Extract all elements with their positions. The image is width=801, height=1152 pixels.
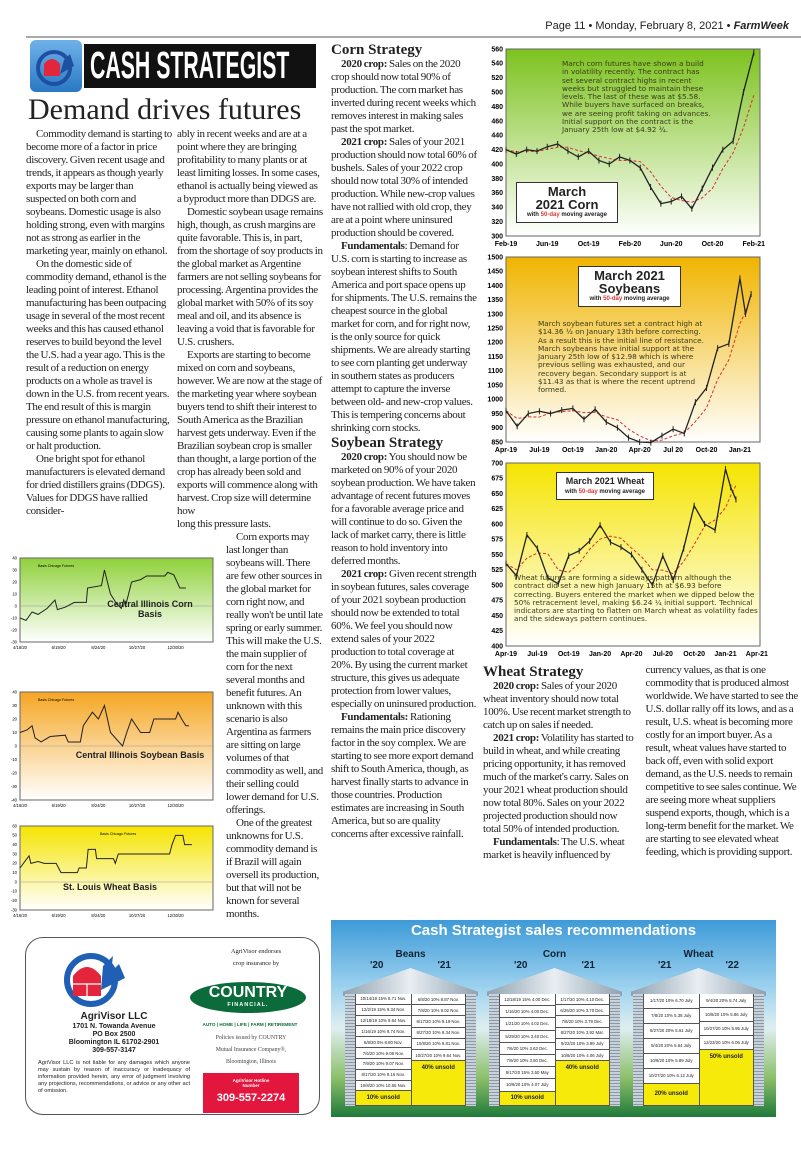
sale-entry: 12/2/19 15% 9.34 Nov. <box>356 1005 411 1016</box>
sale-entry: 7/6/20 10% 9.08 Nov. <box>356 1048 411 1059</box>
x-tick-label: Oct-19 <box>561 447 584 454</box>
chart-title-line: Central Illinois Corn <box>107 599 193 609</box>
chart-title-line: 2021 Corn <box>535 197 599 212</box>
agrivisor-ad <box>25 937 320 1115</box>
x-tick-label: 4/16/20 <box>13 645 27 651</box>
paragraph: Corn exports may last longer than soybeans will. There are few other sources in the global market for corn right now, and really won't be until late spring or early summer. This will make the U.S. the main supplier of corn for the next several months and benefit futures. An unknown with this scenario is also Argentina as farmers are sitting on large volumes of that commodity as well, and their selling could lower demand for U.S. offerings. <box>226 531 323 816</box>
y-tick-label: 550 <box>491 551 503 559</box>
sale-entry: 10/27/20 10% 9.64 Nov. <box>412 1050 466 1061</box>
section-title: Soybean Strategy <box>331 435 444 451</box>
chart-title-line: March 2021 <box>594 268 665 283</box>
y-tick-label: 380 <box>491 175 503 183</box>
chart-title-line: St. Louis Wheat Basis <box>62 882 158 892</box>
silo-beans <box>343 950 478 1115</box>
recommendations-title: Cash Strategist sales recommendations <box>410 922 697 939</box>
paragraph: Exports are starting to become mixed on corn and soybeans, however. We are now at the stage of the marketing year where soybean buyers tend to shift their interest to South America as the Brazilian harvest gets underway. Even if the Brazilian soybean crop is smaller than thought, a large portion of the crop has already been sold and exports will commence along with harvest. Crop size will determine how <box>177 349 322 517</box>
sale-entry: 5/29/20 10% 3.40 Dec. <box>500 1031 555 1043</box>
hotline-label: AgriVisor Hotline Number <box>232 1078 270 1088</box>
silo-wheat <box>631 950 766 1115</box>
sale-entry: 7/9/20 10% 9.07 Nov. <box>356 1059 411 1070</box>
y-tick-label: -30 <box>10 907 17 913</box>
paragraph-text: Sales of your 2020 wheat inventory should now total 100%. Use recent market strength to catch up on sales if needed. <box>483 680 631 731</box>
sale-entry: 1/17/20 10% 6.70 July <box>644 994 699 1009</box>
headline: Demand drives futures <box>28 93 302 126</box>
paragraph <box>331 58 477 136</box>
sale-entry: 10/8/20 10% 9.81 Nov. <box>412 1039 466 1050</box>
sale-entry: 8/17/20 15% 3.50 May <box>500 1067 555 1079</box>
soybean-basis-svg <box>0 688 222 810</box>
y-tick-label: 400 <box>491 161 503 169</box>
y-tick-label: -30 <box>10 639 17 645</box>
subtitle-text: with <box>564 489 579 495</box>
endorse-line: AgriVisor endorses <box>230 948 282 955</box>
sales-column <box>499 994 555 1106</box>
subtitle-text: moving average <box>559 212 608 218</box>
y-tick-label: 450 <box>491 612 503 620</box>
subtitle-text: with <box>589 296 604 302</box>
paragraph-text: Sales of your 2021 production should now total 60% of bushels. Sales of your 2022 crop should now total 30% of intended production. While new-crop values have not rallied with old crop, they are at a point where uninsured production should be covered. <box>331 136 477 239</box>
y-tick-label: 900 <box>491 425 503 433</box>
y-tick-label: -40 <box>10 797 17 803</box>
paragraph-lead: Fundamentals <box>341 240 405 252</box>
sale-entry: 7/8/20 10% 5.38 July <box>644 1009 699 1024</box>
sale-entry: 8/27/20 10% 9.34 Nov. <box>412 1028 466 1039</box>
sale-entry: 10/27/20 10% 6.12 July <box>644 1069 699 1084</box>
sale-entry: 8/17/20 10% 9.19 Nov. <box>412 1016 466 1027</box>
x-tick-label: 6/19/20 <box>51 645 66 651</box>
silo-body <box>345 994 476 1106</box>
y-tick-label: 440 <box>491 132 503 140</box>
crop-year: '20 <box>369 960 384 971</box>
paragraph-text: Given recent strength in soybean futures, sales coverage of your 2021 soybean production should now be extended to total 60%. We feel you should now extend sales of your 2022 production to total coverage at 20%. By using the current market structure, this gives us adequate protection from lower values, especially on uninsured production. <box>331 568 477 710</box>
section-title: Wheat Strategy <box>483 664 584 680</box>
x-tick-label: 12/30/20 <box>167 645 184 651</box>
chart-title-line: Basis <box>137 609 163 619</box>
logo-title-bar <box>84 44 316 88</box>
silo-years <box>487 960 622 971</box>
section-title: Corn Strategy <box>331 42 423 58</box>
agrivisor-logo-icon <box>61 946 131 1008</box>
x-tick-label: Jan-20 <box>595 447 618 454</box>
y-tick-label: 1300 <box>487 311 503 319</box>
y-tick-label: 625 <box>491 506 503 514</box>
y-tick-label: 425 <box>491 628 503 636</box>
logo-text: FINANCIAL. <box>227 1002 269 1008</box>
sale-entry: 7/9/20 10% 3.60 Dec. <box>500 1055 555 1067</box>
chart-subtitle <box>559 488 651 497</box>
y-tick-label: 30 <box>12 567 17 573</box>
sales-column <box>643 994 699 1106</box>
y-tick-label: 10 <box>12 870 17 876</box>
sale-entry: 1/17/20 10% 4.10 Dec. <box>556 994 610 1005</box>
sales-table <box>643 994 754 1106</box>
y-tick-label: 1500 <box>487 254 503 262</box>
legend-label: Basis Chicago Futures <box>100 832 137 836</box>
y-tick-label: 525 <box>491 567 503 575</box>
paragraph-text: Sales on the 2020 crop should now total 90% of production. The corn market has inverted during recent weeks which removes interest in making sales past the spot market. <box>331 58 476 135</box>
x-tick-label: Jul-19 <box>527 651 548 658</box>
x-tick-label: Apr-20 <box>628 447 651 454</box>
y-tick-label: -20 <box>10 898 17 904</box>
paragraph <box>483 680 636 732</box>
chart-title <box>65 750 215 760</box>
sale-entry: 7/8/20 10% 3.79 Dec. <box>556 1016 610 1027</box>
chart-annotation: March soybean futures set a contract high at $14.36 ½ on January 13th before correcting. As a result this is the initial line of resistance. March soybeans have initial support at the January 25th low of $12.98 which is where previous selling was exhausted, and our recovery began. Secondary support is at $11.43 as that is where the recent uptrend formed. <box>538 319 704 395</box>
x-tick-label: Oct-20 <box>683 651 706 658</box>
paragraph <box>331 568 477 711</box>
x-tick-label: Jul 20 <box>663 447 684 454</box>
paragraph: One of the greatest unknowns for U.S. commodity demand is if Brazil will again oversell its production, but that will not be known for several months. <box>226 817 319 920</box>
sales-recommendations-graphic <box>331 920 776 1117</box>
sale-entry: 8/17/20 10% 9.16 Nov. <box>356 1070 411 1081</box>
x-tick-label: Apr-20 <box>620 651 643 658</box>
sale-entry: 6/8/20 10% 8.87 Nov. <box>412 994 466 1005</box>
y-tick-label: 40 <box>12 842 17 848</box>
sale-entry: 10/27/20 10% 5.95 July <box>700 1022 754 1036</box>
x-tick-label: 4/16/20 <box>13 803 27 809</box>
paragraph-text: You should now be marketed on 90% of your 2020 soybean production. We have taken advantage of recent futures moves for a favorable average price and will continue to do so. Given the lack of market carry, there is little reason to hold inventory into deferred months. <box>331 451 476 567</box>
sale-entry: 6/26/20 10% 3.70 Dec. <box>556 1005 610 1016</box>
y-tick-label: 700 <box>491 460 503 468</box>
y-tick-label: 460 <box>491 118 503 126</box>
x-tick-label: Oct-20 <box>701 241 724 248</box>
x-tick-label: Jul-20 <box>652 651 673 658</box>
chart-title <box>55 882 165 892</box>
x-tick-label: Apr-19 <box>494 651 518 658</box>
sale-entry: 1/16/20 10% 4.00 Dec. <box>500 1006 555 1018</box>
address-line: PO Box 2500 <box>92 1031 136 1038</box>
header-rule <box>26 36 801 38</box>
x-tick-label: 8/24/20 <box>91 913 106 919</box>
chart-title-box <box>578 266 681 307</box>
y-tick-label: 60 <box>12 823 17 829</box>
x-tick-label: 4/16/20 <box>13 913 27 919</box>
paragraph-text: Volatility has started to build in wheat, and while creating pricing opportunity, it has removed much of the market's carry. Sales on your 2021 wheat production should now total 80%. Sales on your 2022 projected production should now total 50% of intended production. <box>483 732 634 835</box>
x-tick-label: 6/19/20 <box>51 803 66 809</box>
sale-entry: 8/27/20 20% 5.61 July <box>644 1024 699 1039</box>
plot-area <box>20 826 213 910</box>
corn-futures-chart <box>478 44 800 250</box>
x-tick-label: Jan-20 <box>588 651 612 658</box>
legend-label: Basis Chicago Futures <box>38 698 75 702</box>
x-tick-label: 10/27/20 <box>128 803 146 809</box>
silo-body <box>633 994 764 1106</box>
silo-name: Beans <box>395 949 426 960</box>
y-tick-label: 20 <box>12 579 17 585</box>
y-tick-label: 1200 <box>487 339 503 347</box>
unsold-cell: 10% unsold <box>356 1091 411 1106</box>
country-financial-logo <box>190 982 306 1013</box>
y-tick-label: 400 <box>491 643 503 651</box>
paragraph-lead: 2021 crop: <box>341 136 388 148</box>
y-tick-label: 480 <box>491 103 503 111</box>
address-line: 1701 N. Towanda Avenue <box>72 1023 156 1030</box>
x-tick-label: 8/24/20 <box>91 803 106 809</box>
y-tick-label: 575 <box>491 536 503 544</box>
policy-line: Policies issued by COUNTRY <box>215 1035 287 1041</box>
paragraph <box>331 136 477 240</box>
sale-entry: 10/8/20 10% 5.89 July <box>644 1054 699 1069</box>
publication-name: FarmWeek <box>733 20 789 32</box>
y-tick-label: 1050 <box>487 382 503 390</box>
y-tick-label: 10 <box>12 591 17 597</box>
y-tick-label: 520 <box>491 75 503 83</box>
y-tick-label: 360 <box>491 190 503 198</box>
hotline-number[interactable]: 309-557-2274 <box>216 1092 286 1104</box>
subtitle-text: with <box>526 212 541 218</box>
silo-body <box>489 994 620 1106</box>
paragraph-lead: 2020 crop: <box>341 58 388 70</box>
crop-year: '20 <box>513 960 528 971</box>
policy-line: Bloomington, Illinois <box>226 1059 276 1065</box>
y-tick-label: 650 <box>491 490 503 498</box>
silo-years <box>631 960 766 971</box>
sale-entry: 12/18/19 15% 4.00 Dec. <box>500 994 555 1006</box>
barn-logo-icon <box>30 40 82 92</box>
paragraph: Domestic soybean usage remains high, though, as crush margins are quite favorable. This is, in part, from the shortage of soy products in the global market as Argentine farmers are not selling soybeans for processing. Argentina provides the global market with 50% of its soy meal and oil, and its absence is leaving a void that is favorable for U.S. crushers. <box>177 206 323 348</box>
y-tick-label: 1400 <box>487 282 503 290</box>
wheat-basis-chart <box>0 822 222 920</box>
wheat-basis-svg <box>0 822 222 920</box>
y-tick-label: 500 <box>491 582 503 590</box>
y-tick-label: 0 <box>14 743 17 749</box>
subtitle-text: moving average <box>622 296 670 302</box>
x-tick-label: Oct-19 <box>577 241 600 248</box>
soybean-strategy <box>331 435 477 841</box>
y-tick-label: 500 <box>491 89 503 97</box>
y-tick-label: -20 <box>10 770 17 776</box>
sales-column <box>355 994 411 1106</box>
crop-year: '21 <box>437 960 451 971</box>
hotline-box <box>203 1073 299 1113</box>
subtitle-text: moving average <box>597 489 646 495</box>
paragraph-text: : The U.S. wheat market is heavily influenced by currency values, as that is one commodity that is produced almost worldwide. We have started to see the U.S. dollar rally off its lows, and as a result, U.S. wheat is becoming more costly for an import buyer. As a result, wheat values have started to back off, even with solid export demand, as the U.S. needs to remain competitive to see sales continue. We are seeing more wheat suppliers suspend exports, though, which is a long-term benefit for the market. We are starting to see elevated wheat feeding, which is providing support. <box>483 664 799 861</box>
sales-column <box>555 994 611 1106</box>
y-tick-label: 40 <box>12 689 17 695</box>
y-tick-label: 1000 <box>487 396 503 404</box>
x-tick-label: Oct-20 <box>695 447 718 454</box>
paragraph: On the domestic side of commodity demand, ethanol is the leading point of interest. Ethanol manufacturing has been outpacing usage in several of the most recent weeks and this has caused ethanol reserves to build beyond the level the U.S. had a year ago. This is the result of a reduction on energy products on a whole as travel is down in the U.S. from recent years. The end result of this is margin pressure on ethanol manufacturing, causing some plants to again slow or halt production. <box>26 258 170 452</box>
paragraph-lead: Fundamentals <box>493 836 557 848</box>
sales-column <box>411 994 467 1106</box>
chart-title-line: March <box>547 184 587 199</box>
wheat-futures-chart <box>478 458 800 660</box>
sale-entry: 1/16/19 10% 9.74 Nov. <box>356 1026 411 1037</box>
x-tick-label: 12/30/20 <box>167 913 184 919</box>
chart-subtitle <box>519 211 615 220</box>
y-tick-label: 420 <box>491 147 503 155</box>
x-tick-label: Apr-21 <box>745 651 768 658</box>
y-tick-label: 50 <box>12 832 17 838</box>
silo-roof <box>343 968 478 996</box>
x-tick-label: Feb-21 <box>742 241 766 248</box>
policy-line: Mutual Insurance Company®, <box>215 1047 287 1053</box>
endorse-line: crop insurance by <box>232 960 280 967</box>
paragraph <box>483 732 636 836</box>
paragraph <box>331 240 477 435</box>
page-header <box>545 20 789 32</box>
legend-label: Basis Chicago Futures <box>38 564 75 568</box>
sale-entry: 12/23/20 10% 6.06 July <box>700 1036 754 1050</box>
paragraph-lead: Fundamentals: <box>341 711 408 723</box>
x-tick-label: Jul-19 <box>529 447 550 454</box>
x-tick-label: Jun-19 <box>536 241 559 248</box>
paragraph-lead: 2021 crop: <box>493 732 540 744</box>
y-tick-label: 1100 <box>487 368 503 376</box>
strategy-column <box>331 42 477 841</box>
y-tick-label: -10 <box>10 756 17 762</box>
unsold-cell: 50% unsold <box>700 1050 754 1106</box>
page-info: Page 11 • Monday, February 8, 2021 • <box>545 20 731 32</box>
sale-entry: 9/22/20 10% 3.99 July <box>556 1039 610 1050</box>
silo-corn <box>487 950 622 1115</box>
y-tick-label: 40 <box>12 555 17 561</box>
chart-title-box <box>516 182 618 223</box>
x-tick-label: Oct-19 <box>557 651 580 658</box>
soybean-basis-chart <box>0 688 222 810</box>
sale-entry: 10/8/20 10% 10.56 Nov. <box>356 1081 411 1092</box>
unsold-cell: 10% unsold <box>500 1092 555 1107</box>
x-tick-label: 8/24/20 <box>91 645 106 651</box>
x-tick-label: Jan-21 <box>714 651 737 658</box>
x-tick-label: 12/30/20 <box>167 803 184 809</box>
phone: 309-557-3147 <box>92 1047 136 1054</box>
sale-entry: 8/27/20 10% 3.92 Mar. <box>556 1028 610 1039</box>
cash-strategist-logo <box>30 40 316 92</box>
y-tick-label: 600 <box>491 521 503 529</box>
silo-name: Corn <box>542 949 567 960</box>
silo-roof <box>631 968 766 996</box>
sale-entry: 12/18/19 10% 9.64 Nov. <box>356 1016 411 1027</box>
sales-column <box>699 994 755 1106</box>
y-tick-label: 1150 <box>487 353 503 361</box>
x-tick-label: 10/27/20 <box>128 645 146 651</box>
silo-roof <box>487 968 622 996</box>
paragraph: Commodity demand is starting to become more of a factor in price discovery. Given recent usage and trends, it appears as though yearly exports may be larger than suspected on both corn and soybeans. Domestic usage is also holding strong, even with margins not as strong as earlier in the marketing year, mainly on ethanol. <box>26 128 172 257</box>
y-tick-label: 475 <box>491 597 503 605</box>
company-name: AgriVisor LLC <box>80 1011 148 1022</box>
paragraph: One bright spot for ethanol manufacturers is elevated demand for dried distillers grains (DDGS). Values for DDGS have rallied consider- <box>26 453 165 517</box>
y-tick-label: 1250 <box>487 325 503 333</box>
unsold-cell: 20% unsold <box>644 1084 699 1106</box>
chart-title-line: March 2021 Wheat <box>565 476 645 486</box>
silo-name: Wheat <box>683 949 714 960</box>
sales-table <box>499 994 610 1106</box>
y-tick-label: -10 <box>10 615 17 621</box>
y-tick-label: 950 <box>491 410 503 418</box>
paragraph <box>331 451 477 568</box>
sale-entry: 9/4/20 20% 5.74 July <box>700 994 754 1008</box>
y-tick-label: -20 <box>10 627 17 633</box>
y-tick-label: 0 <box>14 603 17 609</box>
unsold-cell: 40% unsold <box>556 1061 610 1106</box>
insurance-lines: AUTO | HOME | LIFE | FARM | RETIREMENT <box>202 1022 298 1027</box>
soybean-futures-chart <box>478 252 800 456</box>
chart-title-line: Central Illinois Soybean Basis <box>75 750 205 760</box>
y-tick-label: 0 <box>14 879 17 885</box>
y-tick-label: 560 <box>491 46 503 54</box>
x-tick-label: Feb-20 <box>618 241 642 248</box>
article-column-1 <box>26 128 172 518</box>
corn-strategy <box>331 42 477 435</box>
y-tick-label: 675 <box>491 475 503 483</box>
wheat-strategy <box>483 664 798 862</box>
y-tick-label: 30 <box>12 851 17 857</box>
address-line: Bloomington IL 61702-2901 <box>68 1039 160 1046</box>
subtitle-highlight: 50-day <box>603 296 623 302</box>
y-tick-label: 30 <box>12 702 17 708</box>
x-tick-label: Feb-19 <box>494 241 518 248</box>
sales-table <box>355 994 466 1106</box>
logo-text: COUNTRY <box>208 984 288 1001</box>
x-tick-label: Jan-21 <box>728 447 752 454</box>
sale-entry: 10/14/19 15% 8.71 Nov. <box>356 994 411 1005</box>
silo-years <box>343 960 478 971</box>
corn-basis-chart <box>0 554 222 652</box>
y-tick-label: 320 <box>491 218 503 226</box>
disclaimer: AgriVisor LLC is not liable for any damages which anyone may sustain by reason of inaccuracy or inadequacy of information provided herein, any error of judgment involving any projections, recommendations, or advice or any other act of omission. <box>38 1060 190 1094</box>
paragraph-lead: 2020 crop: <box>493 680 540 692</box>
sale-entry: 7/6/20 10% 3.63 Dec. <box>500 1043 555 1055</box>
y-tick-label: 540 <box>491 60 503 68</box>
paragraph-lead: 2020 crop: <box>341 451 388 463</box>
unsold-cell: 40% unsold <box>412 1061 466 1106</box>
x-tick-label: 6/19/20 <box>51 913 66 919</box>
y-tick-label: 20 <box>12 860 17 866</box>
chart-subtitle <box>581 295 678 304</box>
paragraph: ably in recent weeks and are at a point where they are bringing profitability to many plants or at least limiting losses. In some cases, ethanol is actually being viewed as a byproduct more than DDGS are. <box>177 128 320 205</box>
x-tick-label: Jun-20 <box>659 241 683 248</box>
y-tick-label: -30 <box>10 783 17 789</box>
paragraph-text: Rationing remains the main price discovery factor in the soy complex. We are starting to see more export demand shift to South America, though, as harvest finally starts to advance in those countries. Production estimates are increasing in South America, but so are quality concerns after excessive rainfall. <box>331 711 474 840</box>
y-tick-label: 20 <box>12 716 17 722</box>
sale-entry: 6/8/20 5% 8.80 Nov. <box>356 1037 411 1048</box>
y-tick-label: 300 <box>491 233 503 241</box>
logo-title: CASH STRATEGIST <box>90 45 290 87</box>
y-tick-label: -10 <box>10 888 17 894</box>
y-tick-label: 850 <box>491 439 503 447</box>
sale-entry: 10/8/20 10% 4.07 July <box>500 1079 555 1091</box>
y-tick-label: 1450 <box>487 268 503 276</box>
crop-year: '21 <box>581 960 595 971</box>
chart-title <box>95 599 205 619</box>
sale-entry: 7/8/20 10% 9.02 Nov. <box>412 1005 466 1016</box>
paragraph-text: : Demand for U.S. corn is starting to increase as soybean interest shifts to South America and port space opens up for shipments. The U.S. remains the cheapest source in the global market for corn, and for right now, is the only source for quick shipments. We are already starting to see corn planting get underway in southern states as producers attempt to capture the inverse between old- and new-crop values. This is tempering concerns about shrinking corn stocks. <box>331 240 477 434</box>
chart-title-line: Soybeans <box>598 281 661 296</box>
sale-entry: 9/4/20 20% 5.64 July <box>644 1039 699 1054</box>
x-tick-label: Apr-19 <box>494 447 518 454</box>
paragraph-lead: 2021 crop: <box>341 568 388 580</box>
y-tick-label: 10 <box>12 729 17 735</box>
chart-annotation: Wheat futures are forming a sideways pattern although the contract did set a new high January 15th at $6.93 before correcting. Buyers entered the market when we dipped below the 50% retracement level, making $6.24 ¼ initial support. Technical indicators are starting to flatten on March wheat as volatility fades and the sideways pattern continues. <box>514 573 758 624</box>
paragraph: long this pressure lasts. <box>177 518 271 530</box>
y-tick-label: 340 <box>491 204 503 212</box>
y-tick-label: 1350 <box>487 297 503 305</box>
paragraph <box>331 711 477 841</box>
subtitle-highlight: 50-day <box>540 212 560 218</box>
sale-entry: 1/21/20 10% 4.02 Dec. <box>500 1018 555 1030</box>
sale-entry: 10/8/20 10% 5.86 July <box>700 1008 754 1022</box>
crop-year: '21 <box>657 960 672 971</box>
x-tick-label: 10/27/20 <box>128 913 146 919</box>
subtitle-highlight: 50-day <box>578 489 598 495</box>
crop-year: '22 <box>725 960 739 971</box>
chart-annotation: March corn futures have shown a build in volatility recently. The contract has set several contract highs in recent weeks but struggled to maintain these levels. The last of these was at $5.58. While buyers have surfaced on breaks, we are seeing profit taking on advances. Initial support on the contract is the January 25th low at $4.92 ¾. <box>562 59 711 135</box>
chart-title-box <box>556 472 654 500</box>
sale-entry: 10/8/20 10% 4.06 July <box>556 1050 610 1061</box>
